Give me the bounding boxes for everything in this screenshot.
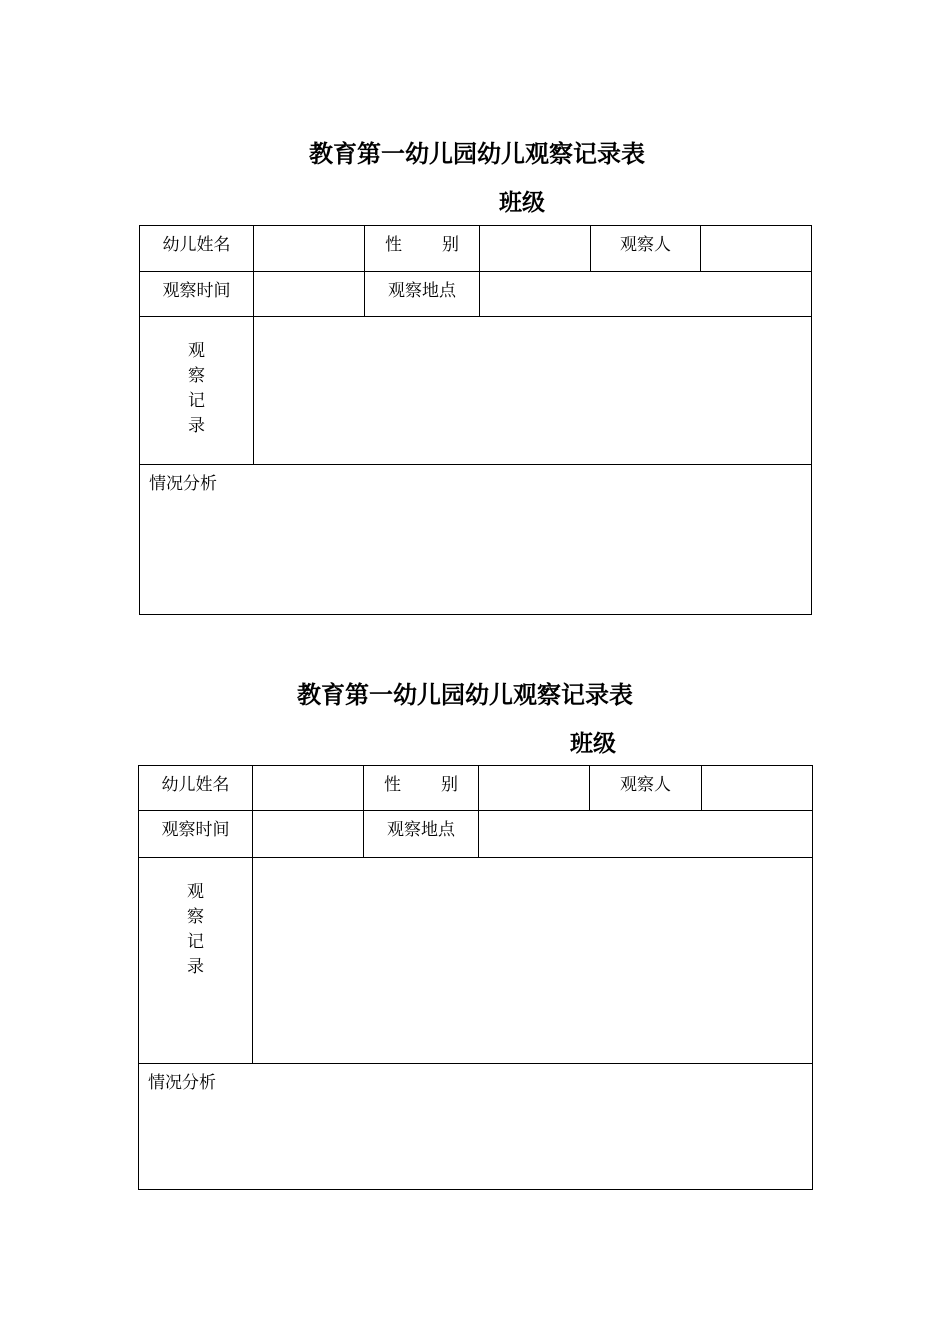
observation-place-label: 观察地点: [365, 272, 480, 317]
record-char-1: 观: [188, 341, 205, 361]
form-2-title: 教育第一幼儿园幼儿观察记录表: [297, 680, 633, 709]
gender-label: [364, 766, 479, 811]
observation-time-label: 观察时间: [139, 811, 253, 858]
analysis-field[interactable]: [139, 1064, 813, 1190]
child-name-field[interactable]: [254, 226, 365, 272]
form-1-class-label: 班级: [499, 189, 545, 216]
child-name-field[interactable]: [253, 766, 364, 811]
form-1-table: [139, 225, 812, 615]
record-char-3: 记: [188, 391, 205, 411]
gender-field[interactable]: [480, 226, 591, 272]
observation-record-field[interactable]: [254, 317, 812, 465]
observer-label: 观察人: [591, 226, 701, 272]
gender-label: [365, 226, 480, 272]
form-2-table: [138, 765, 813, 1190]
child-name-label: 幼儿姓名: [140, 226, 254, 272]
form-1-title: 教育第一幼儿园幼儿观察记录表: [309, 139, 645, 168]
child-name-label: 幼儿姓名: [139, 766, 253, 811]
observation-record-label: [140, 317, 254, 465]
observation-place-field[interactable]: [479, 811, 813, 858]
observation-record-label: [139, 858, 253, 1064]
gender-label-char-2: 别: [441, 775, 458, 795]
record-char-3: 记: [187, 932, 204, 952]
gender-label-char-1: 性: [384, 775, 401, 795]
gender-label-char-2: 别: [442, 235, 459, 255]
analysis-label: 情况分析: [149, 474, 217, 494]
observation-time-field[interactable]: [253, 811, 364, 858]
analysis-field[interactable]: [140, 465, 812, 615]
observation-record-field[interactable]: [253, 858, 813, 1064]
observer-field[interactable]: [701, 226, 812, 272]
record-char-4: 录: [187, 957, 204, 977]
record-char-2: 察: [188, 366, 205, 386]
analysis-label: 情况分析: [148, 1073, 216, 1093]
record-char-2: 察: [187, 907, 204, 927]
record-char-4: 录: [188, 416, 205, 436]
record-char-1: 观: [187, 882, 204, 902]
observer-label: 观察人: [590, 766, 702, 811]
observation-place-label: 观察地点: [364, 811, 479, 858]
gender-label-char-1: 性: [385, 235, 402, 255]
observation-time-field[interactable]: [254, 272, 365, 317]
form-2-class-label: 班级: [570, 730, 616, 757]
observation-place-field[interactable]: [480, 272, 812, 317]
observer-field[interactable]: [702, 766, 813, 811]
gender-field[interactable]: [479, 766, 590, 811]
observation-time-label: 观察时间: [140, 272, 254, 317]
